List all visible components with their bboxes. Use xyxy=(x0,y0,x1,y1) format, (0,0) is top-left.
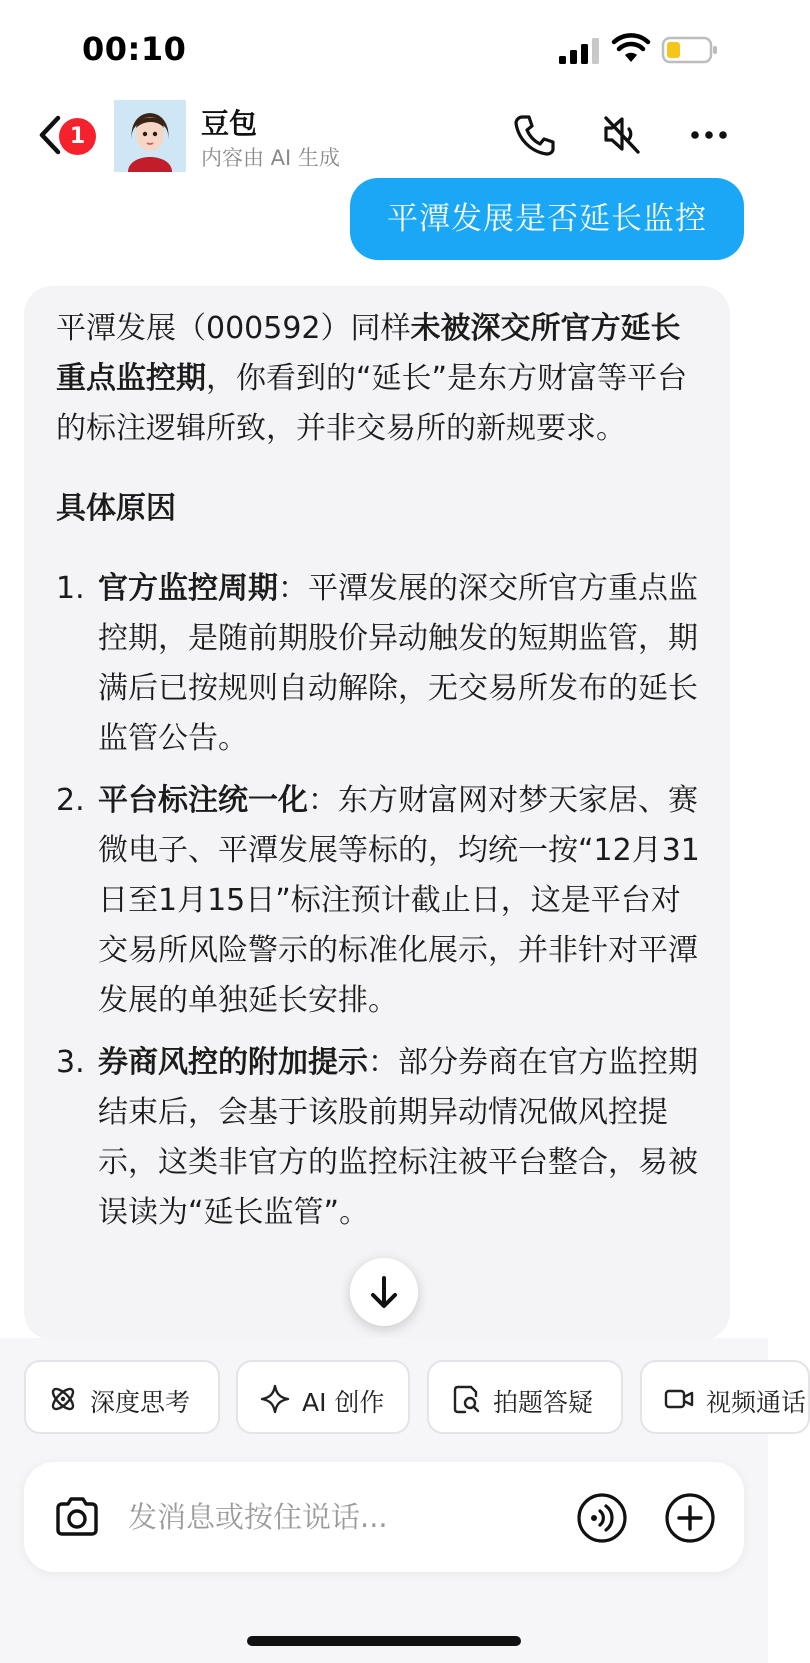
section-heading: 具体原因 xyxy=(56,491,176,526)
scroll-to-bottom-button[interactable] xyxy=(350,1258,418,1326)
list-number: 1. xyxy=(56,571,85,606)
chip-label: 深度思考 xyxy=(90,1388,191,1417)
plus-icon[interactable] xyxy=(664,1492,716,1544)
video-call-button[interactable] xyxy=(640,1360,810,1434)
sparkle-icon xyxy=(260,1384,290,1414)
voice-icon[interactable] xyxy=(576,1492,628,1544)
photo-answer-button[interactable] xyxy=(427,1360,623,1434)
cellular-signal-icon xyxy=(559,38,601,64)
list-item-text: ：部分券商在官方监控期结束后，会基于该股前期异动情况做风控提示，这类非官方的监控标注被平台整合，易被误读为“延长监管”。 xyxy=(98,1045,698,1230)
chip-label: 拍题答疑 xyxy=(493,1388,594,1417)
chip-label: 视频通话 xyxy=(706,1388,807,1417)
ai-generated-label: 内容由 AI 生成 xyxy=(201,146,340,170)
avatar-image xyxy=(114,100,186,172)
camera-icon[interactable] xyxy=(52,1492,102,1542)
status-time: 00:10 xyxy=(82,30,187,68)
list-item-text: ：东方财富网对梦天家居、赛微电子、平潭发展等标的，均统一按“12月31日至1月15日”标注预计截止日，这是平台对交易所风险警示的标准化展示，并非针对平潭发展的单独延长安排。 xyxy=(98,783,700,1018)
intro-text: 平潭发展（000592）同样 xyxy=(56,311,411,346)
list-number: 3. xyxy=(56,1045,85,1080)
intro-paragraph xyxy=(56,304,706,454)
deep-think-button[interactable] xyxy=(24,1360,220,1434)
video-icon xyxy=(664,1384,694,1414)
chat-header xyxy=(0,90,768,180)
ai-message-card[interactable] xyxy=(24,286,730,1340)
avatar[interactable] xyxy=(114,100,186,172)
list-item-title: 平台标注统一化 xyxy=(98,783,308,818)
ai-message-content xyxy=(56,304,706,1250)
intro-bold: 未被深交所官方延长重点监控期 xyxy=(56,311,681,396)
list-number: 2. xyxy=(56,783,85,818)
ai-create-button[interactable] xyxy=(236,1360,410,1434)
user-message-bubble[interactable]: 平潭发展是否延长监控 xyxy=(350,178,744,260)
unread-badge: 1 xyxy=(59,118,96,155)
list-item xyxy=(56,1038,706,1238)
list-item-title: 券商风控的附加提示 xyxy=(98,1045,368,1080)
message-composer xyxy=(24,1462,744,1572)
wifi-icon xyxy=(612,34,650,64)
list-item-text: ：平潭发展的深交所官方重点监控期，是随前期股价异动触发的短期监管，期满后已按规则自动解除，无交易所发布的延长监管公告。 xyxy=(98,571,698,756)
atom-icon xyxy=(48,1384,78,1414)
home-indicator[interactable] xyxy=(247,1636,521,1646)
chip-label: AI 创作 xyxy=(302,1388,385,1417)
status-bar xyxy=(0,0,768,90)
photo-search-icon xyxy=(451,1384,481,1414)
arrow-down-icon xyxy=(350,1258,418,1326)
bot-name: 豆包 xyxy=(201,107,258,140)
list-item xyxy=(56,776,706,1026)
more-icon[interactable] xyxy=(686,110,732,156)
list-item xyxy=(56,564,706,764)
message-input[interactable] xyxy=(128,1490,528,1544)
speaker-muted-icon[interactable] xyxy=(598,110,646,158)
intro-rest: ，你看到的“延长”是东方财富等平台的标注逻辑所致，并非交易所的新规要求。 xyxy=(56,361,688,446)
list-item-title: 官方监控周期 xyxy=(98,571,278,606)
battery-icon xyxy=(662,36,718,64)
phone-icon[interactable] xyxy=(512,112,558,158)
